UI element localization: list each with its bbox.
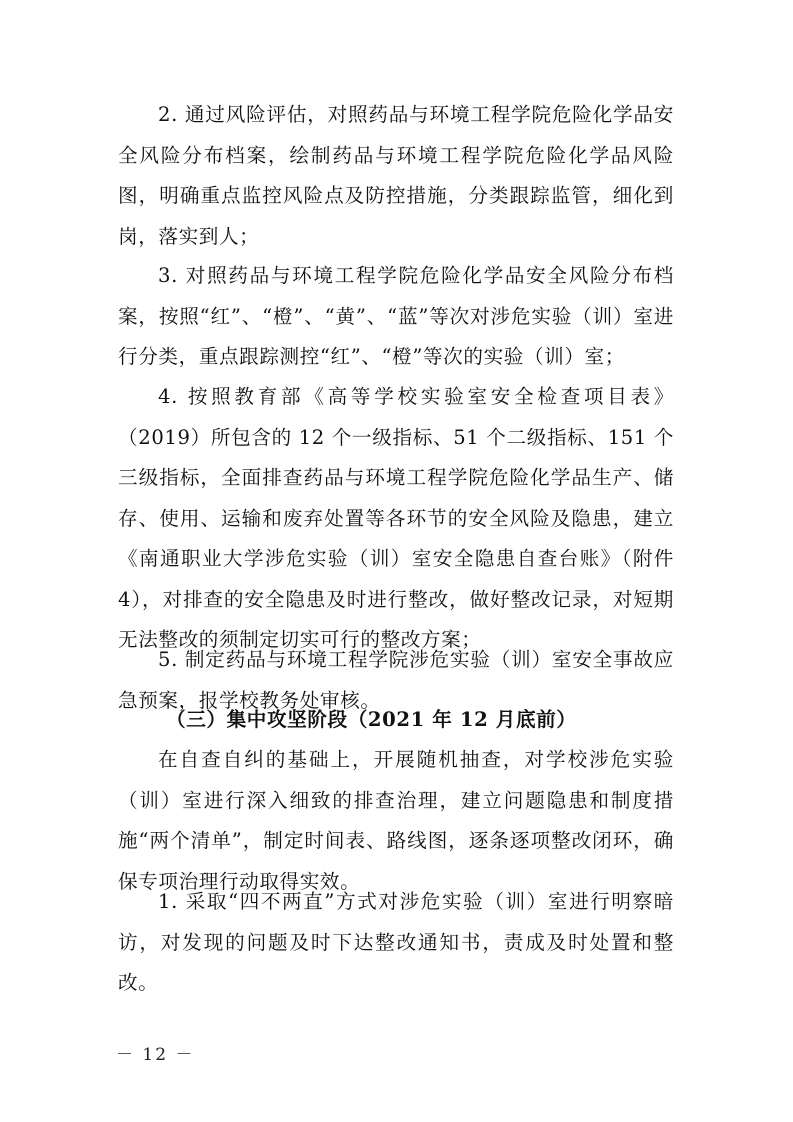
- page-number: － 12 －: [116, 1045, 195, 1065]
- paragraph-phase-3-item-1: 1. 采取“四不两直”方式对涉危实验（训）室进行明察暗访，对发现的问题及时下达整改通知书，责成及时处置和整改。: [118, 890, 674, 994]
- paragraph-item-2-risk-map: 2. 通过风险评估，对照药品与环境工程学院危险化学品安全风险分布档案，绘制药品与环境工程学院危险化学品风险图，明确重点监控风险点及防控措施，分类跟踪监管，细化到岗，落实到人；: [118, 103, 674, 248]
- section-heading-phase-3: （三）集中攻坚阶段（2021 年 12 月底前）: [166, 708, 577, 731]
- paragraph-item-4-inspection: 4. 按照教育部《高等学校实验室安全检查项目表》（2019）所包含的 12 个一级指标、51 个二级指标、151 个三级指标，全面排查药品与环境工程学院危险化学品生产、储存、使用、运输和废弃处置等各环节的安全风险及隐患，建立《南通职业大学涉危实验（训）室安全隐患自查台账》（附件 4），对排查的安全隐患及时进行整改，做好整改记录，对短期无法整改的须制定切实可行的整改方案；: [118, 385, 674, 651]
- paragraph-phase-3-intro: 在自查自纠的基础上，开展随机抽查，对学校涉危实验（训）室进行深入细致的排查治理，建立问题隐患和制度措施“两个清单”，制定时间表、路线图，逐条逐项整改闭环，确保专项治理行动取得实效。: [118, 748, 674, 893]
- paragraph-item-3-classification: 3. 对照药品与环境工程学院危险化学品安全风险分布档案，按照“红”、“橙”、“黄”、“蓝”等次对涉危实验（训）室进行分类，重点跟踪测控“红”、“橙”等次的实验（训）室；: [118, 264, 674, 368]
- paragraph-item-5-emergency-plan: 5. 制定药品与环境工程学院涉危实验（训）室安全事故应急预案，报学校教务处审核。: [118, 648, 674, 712]
